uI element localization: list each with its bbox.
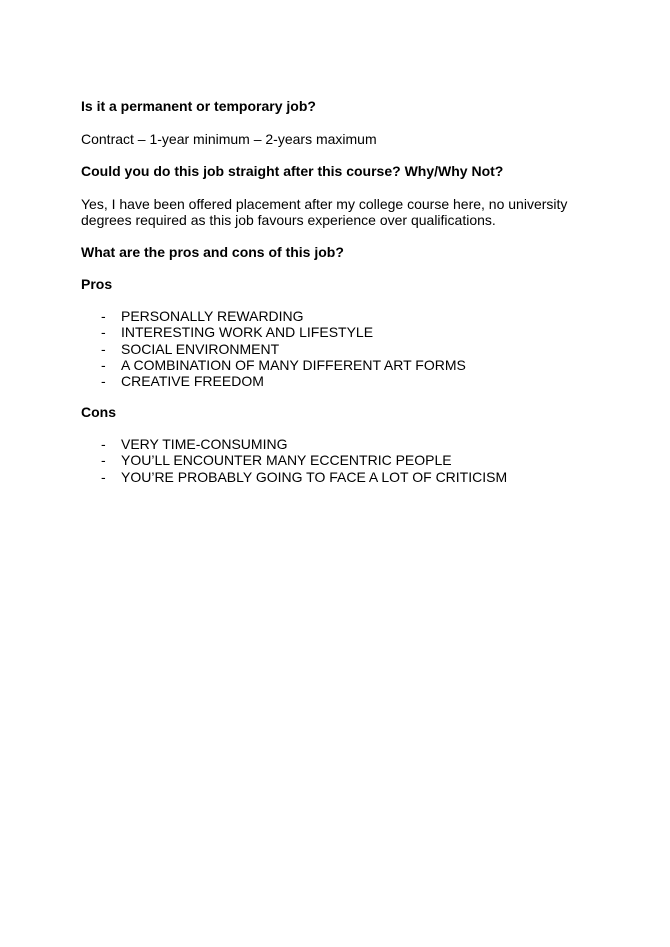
bullet-dash: - [101, 468, 106, 485]
bullet-dash: - [101, 324, 106, 341]
question-straight-after-course: Could you do this job straight after this course? Why/Why Not? [81, 163, 504, 179]
list-item [101, 357, 466, 373]
pro-item: INTERESTING WORK AND LIFESTYLE [121, 324, 374, 341]
list-item [101, 308, 466, 324]
list-item [101, 373, 466, 389]
bullet-dash: - [101, 452, 106, 469]
pro-item: CREATIVE FREEDOM [121, 373, 264, 390]
con-item: YOU’LL ENCOUNTER MANY ECCENTRIC PEOPLE [121, 452, 452, 469]
list-item [101, 341, 466, 357]
con-item: VERY TIME-CONSUMING [121, 436, 288, 452]
bullet-dash: - [101, 373, 106, 390]
list-item [101, 324, 466, 340]
cons-list [101, 436, 507, 485]
answer-contract: Contract – 1-year minimum – 2-years maximum [81, 131, 377, 147]
list-item [101, 452, 507, 468]
pros-list [101, 308, 466, 389]
pros-heading: Pros [81, 276, 113, 292]
bullet-dash: - [101, 308, 106, 324]
answer-placement-line-1: Yes, I have been offered placement after my college course here, no university [81, 196, 568, 212]
bullet-dash: - [101, 356, 106, 373]
list-item [101, 436, 507, 452]
con-item: YOU’RE PROBABLY GOING TO FACE A LOT OF CRITICISM [121, 468, 508, 485]
bullet-dash: - [101, 340, 106, 357]
pro-item: A COMBINATION OF MANY DIFFERENT ART FORMS [121, 356, 466, 373]
list-item [101, 469, 507, 485]
bullet-dash: - [101, 436, 106, 452]
pro-item: SOCIAL ENVIRONMENT [121, 340, 280, 357]
pro-item: PERSONALLY REWARDING [121, 308, 304, 324]
question-permanent-temporary: Is it a permanent or temporary job? [81, 98, 316, 114]
answer-placement-line-2: degrees required as this job favours experience over qualifications. [81, 212, 496, 228]
cons-heading: Cons [81, 404, 116, 420]
question-pros-cons: What are the pros and cons of this job? [81, 244, 344, 260]
